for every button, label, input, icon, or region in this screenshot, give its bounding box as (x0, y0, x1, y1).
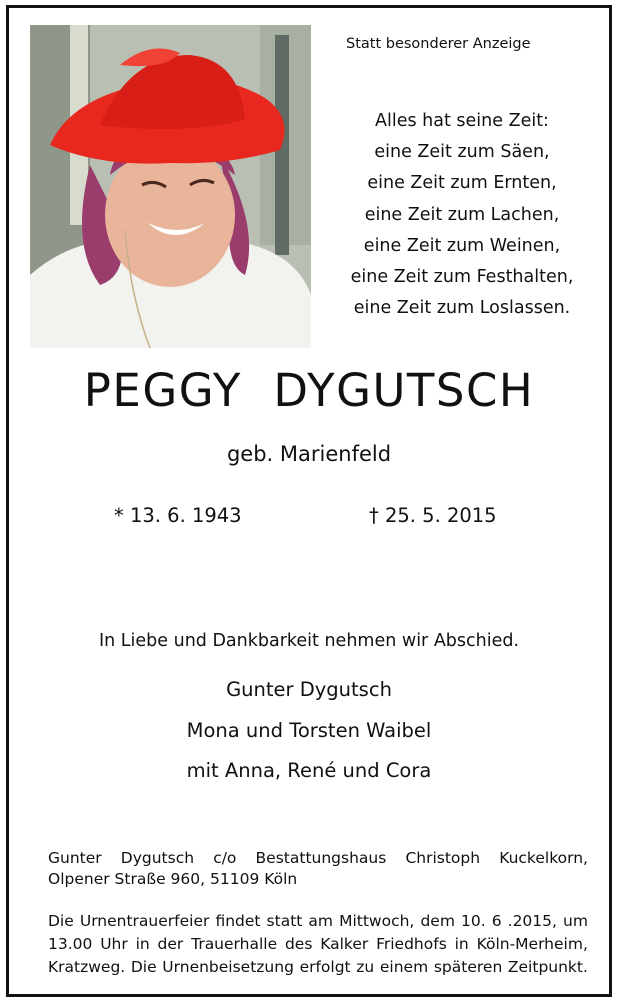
service-word: Uhr (100, 935, 128, 953)
poem-line: eine Zeit zum Lachen, (364, 204, 560, 225)
service-line-2 (48, 933, 588, 956)
poem-line: eine Zeit zum Weinen, (363, 235, 561, 256)
service-word: Urnenbeisetzung (162, 958, 294, 976)
service-word: Friedhofs (376, 935, 447, 953)
poem-line: Alles hat seine Zeit: (375, 111, 549, 131)
birth-date: * 13. 6. 1943 (114, 504, 242, 527)
service-word: des (284, 935, 313, 953)
notice-header: Statt besonderer Anzeige (346, 36, 531, 52)
service-word: Kalker (320, 935, 369, 953)
poem-line: eine Zeit zum Festhalten, (350, 267, 574, 288)
service-info (48, 910, 588, 979)
service-word: statt (266, 912, 303, 930)
poem-line: eine Zeit zum Säen, (374, 142, 550, 163)
service-word: späteren (433, 958, 503, 976)
service-word: Die (130, 958, 157, 976)
service-word: dem (420, 912, 455, 930)
service-word: 6 (491, 912, 502, 930)
service-word: 13.00 (48, 935, 93, 953)
portrait-photo (30, 25, 311, 348)
maiden-name: geb. Marienfeld (226, 442, 392, 466)
service-word: in (135, 935, 150, 953)
poem (315, 106, 609, 324)
service-word: der (157, 935, 184, 953)
service-word: Trauerhalle (191, 935, 278, 953)
poem-line: eine Zeit zum Loslassen. (353, 298, 571, 319)
farewell-text: In Liebe und Dankbarkeit nehmen wir Abschied. (98, 631, 520, 651)
address-word: c/o (213, 849, 237, 867)
mourner-name: Gunter Dygutsch (226, 678, 392, 701)
address-word: Dygutsch (120, 849, 195, 867)
service-word: Zeitpunkt. (507, 958, 588, 976)
service-word: Köln-Merheim, (476, 935, 588, 953)
death-date: † 25. 5. 2015 (369, 504, 497, 527)
address-word: Christoph (405, 849, 481, 867)
address-word: Gunter (48, 849, 102, 867)
service-word: zu (356, 958, 375, 976)
address-line-2: Olpener Straße 960, 51109 Köln (48, 870, 298, 888)
contact-address (48, 848, 588, 890)
service-word: erfolgt (299, 958, 351, 976)
mourner-name: Mona und Torsten Waibel (186, 719, 432, 742)
service-word: .2015, (507, 912, 557, 930)
deceased-name: PEGGY DYGUTSCH (83, 364, 535, 417)
service-word: einem (379, 958, 429, 976)
service-word: Mittwoch, (339, 912, 415, 930)
service-word: um (563, 912, 588, 930)
portrait-image (30, 25, 311, 348)
service-word: in (454, 935, 469, 953)
address-word: Bestattungshaus (255, 849, 387, 867)
service-word: Die (48, 912, 74, 930)
address-word: Kuckelkorn, (499, 849, 588, 867)
poem-line: eine Zeit zum Ernten, (367, 173, 557, 194)
service-word: am (308, 912, 334, 930)
service-line-1 (48, 910, 588, 933)
service-word: Urnentrauerfeier (79, 912, 210, 930)
address-line-1 (48, 848, 588, 869)
mourner-name: mit Anna, René und Cora (186, 759, 432, 782)
service-line-3 (48, 956, 588, 979)
service-word: Kratzweg. (48, 958, 126, 976)
service-word: findet (215, 912, 261, 930)
service-word: 10. (460, 912, 486, 930)
obituary-frame (6, 5, 612, 997)
